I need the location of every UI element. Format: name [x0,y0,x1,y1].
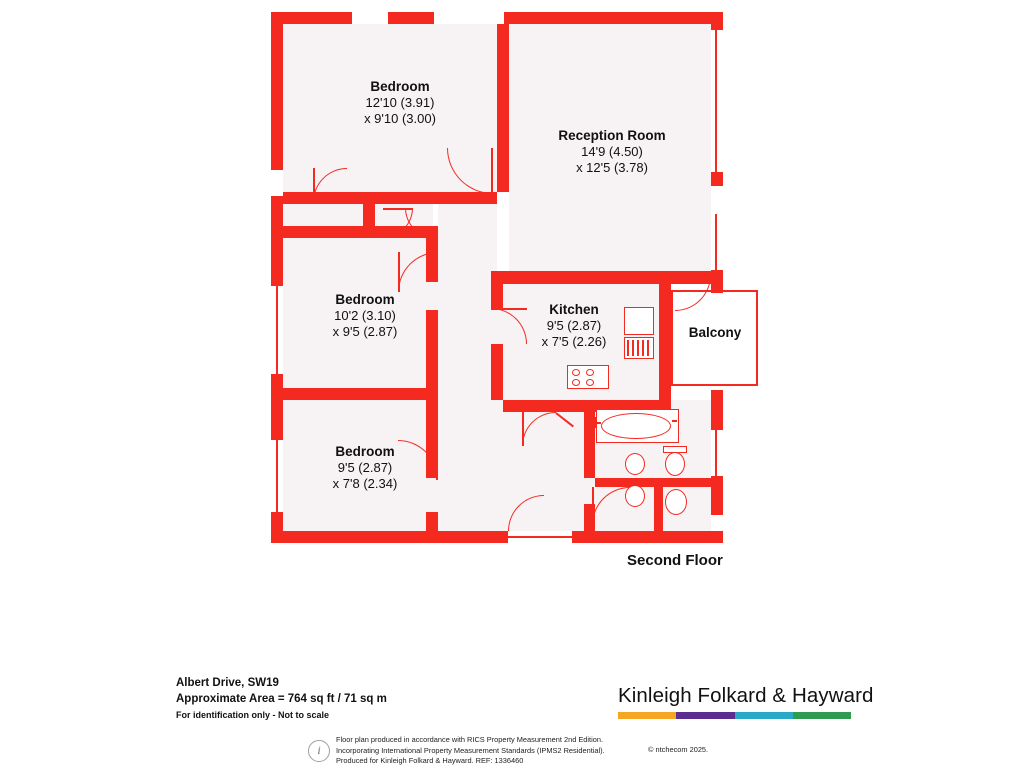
bathroom-wc-2 [665,489,687,515]
address-block [176,676,387,721]
kitchen-hob-ring-1 [572,369,580,376]
bathroom-wc-bowl [665,452,685,476]
copyright-text: © ntchecom 2025. [648,745,709,754]
bathroom-basin-1 [625,453,645,475]
room-dim-2: x 9'10 (3.00) [364,111,436,127]
window-bottom-1-line [508,536,572,538]
room-name: Reception Room [558,128,666,143]
room-dim-1: 12'10 (3.91) [365,95,435,111]
wall-bottom [271,531,723,543]
room-dim-1: 9'5 (2.87) [546,318,602,334]
wall-closet-div [363,192,375,238]
disclaimer-block [336,735,666,767]
disclaimer-line-1: Floor plan produced in accordance with RICS Property Measurement 2nd Edition. [336,735,604,744]
room-name: Bedroom [335,444,395,459]
info-icon: i [308,740,330,762]
window-right-2-line [715,214,717,270]
bathroom-bath-inner [601,413,671,439]
wall-internal-h5 [503,400,584,412]
bathroom-wc-cistern [663,446,687,453]
door-leaf-bathroom-2 [592,487,594,525]
window-left-1 [271,170,283,196]
kitchen-hob-ring-3 [572,379,580,386]
window-right-1-line [715,30,717,172]
bathroom-bath-tap [672,420,677,422]
wall-internal-v4b [491,344,503,400]
room-dim-1: 14'9 (4.50) [581,144,643,160]
window-right-3-line [715,430,717,476]
wall-internal-v3b [426,512,438,531]
disclaimer-line-2: Incorporating International Property Measurement Standards (IPMS2 Residential). [336,745,605,755]
room-label-kitchen [489,302,659,350]
room-label-bedroom-2 [275,292,455,340]
room-label-balcony [672,325,758,341]
brand-color-bar [618,712,851,719]
wall-internal-v1 [497,24,509,192]
room-dim-2: x 7'8 (2.34) [332,476,398,492]
brand-name: Kinleigh Folkard & Hayward [618,684,874,707]
wall-internal-h2 [283,388,438,400]
window-right-2 [711,186,723,270]
window-top-2 [434,12,504,24]
room-label-reception [522,128,702,176]
identification-text: For identification only - Not to scale [176,710,330,721]
brand-bar-segment-1 [618,712,676,719]
bath-cross-v [595,417,597,428]
room-dim-2: x 7'5 (2.26) [541,334,607,350]
wall-closet-bottom [283,226,363,238]
room-name: Bedroom [370,79,430,94]
wall-bathroom-div [595,478,711,487]
door-leaf-closet-1 [313,168,315,202]
brand-bar-segment-4 [793,712,851,719]
room-label-bedroom-3 [275,444,455,492]
kitchen-hob-ring-4 [586,379,594,386]
floor-title: Second Floor [627,552,723,569]
bathroom-basin-2 [625,485,645,507]
room-dim-2: x 9'5 (2.87) [332,324,398,340]
wall-balcony-stub [711,271,723,293]
window-top-1 [352,12,388,24]
disclaimer-line-3: Produced for Kinleigh Folkard & Hayward. REF: 1336460 [336,756,524,766]
room-label-bedroom-1 [310,79,490,127]
area-text: Approximate Area = 764 sq ft / 71 sq m [176,692,387,705]
room-dim-1: 9'5 (2.87) [337,460,393,476]
room-fill-hall [438,192,497,278]
kitchen-hob-ring-2 [586,369,594,376]
address-text: Albert Drive, SW19 [176,677,279,689]
room-dim-1: 10'2 (3.10) [334,308,396,324]
door-leaf-bathroom-1 [522,412,524,446]
room-name: Bedroom [335,292,395,307]
door-leaf-bedroom-1 [491,148,493,194]
window-right-3 [711,430,723,476]
brand-bar-segment-2 [676,712,734,719]
wall-internal-v5 [659,284,671,400]
room-name: Balcony [688,325,742,340]
room-name: Kitchen [549,302,599,317]
room-dim-2: x 12'5 (3.78) [576,160,648,176]
door-leaf-bedroom-2 [398,252,400,292]
room-fill-closet-1 [283,204,363,226]
window-right-1 [711,30,723,172]
wall-bathroom-div2 [654,478,663,531]
brand-bar-segment-3 [735,712,793,719]
